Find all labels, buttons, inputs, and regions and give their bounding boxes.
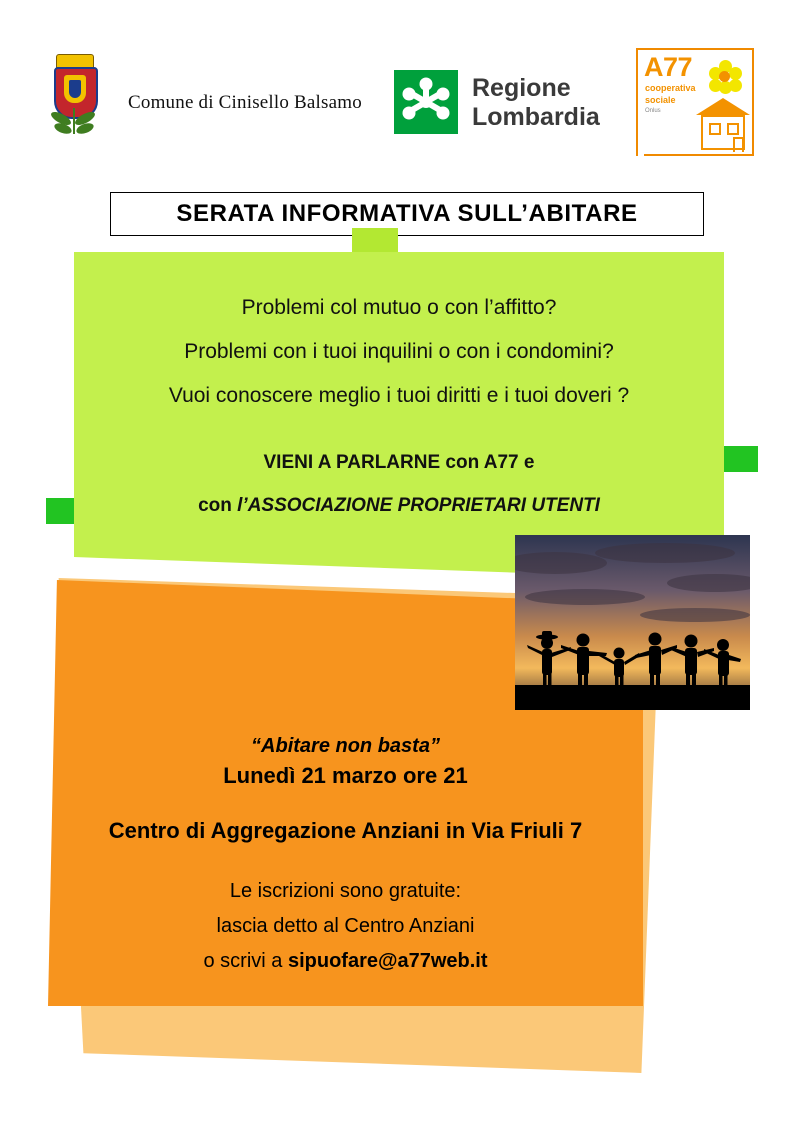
header-logos [0, 48, 800, 158]
contact-email[interactable]: sipuofare@a77web.it [287, 950, 488, 972]
info-line-3 [48, 950, 643, 973]
page-title: SERATA INFORMATIVA SULL’ABITARE [176, 200, 638, 227]
event-title: “Abitare non basta” [251, 735, 440, 757]
flower-icon [708, 60, 742, 94]
a77-logo [636, 48, 754, 156]
comune-name: Comune di Cinisello Balsamo [128, 92, 362, 113]
municipal-crest-icon [48, 54, 100, 154]
info-line-1: Le iscrizioni sono gratuite: [229, 880, 462, 902]
regione-line1: Regione [472, 74, 571, 102]
green-line-3: Vuoi conoscere meglio i tuoi diritti e i tuoi doveri ? [168, 384, 630, 407]
crest-inner-icon [64, 75, 86, 103]
green-line-4: VIENI A PARLARNE con A77 e [263, 452, 535, 473]
page-title-box [110, 192, 704, 236]
house-icon [696, 98, 750, 150]
regione-line2: Lombardia [472, 103, 600, 131]
green-line-5-italic: l’ASSOCIAZIONE PROPRIETARI UTENTI [237, 495, 600, 516]
green-panel-text [74, 252, 724, 580]
green-line-2: Problemi con i tuoi inquilini o con i condomini? [184, 340, 614, 363]
green-line-1: Problemi col mutuo o con l’affitto? [241, 296, 557, 319]
green-line-5-prefix: con [198, 495, 238, 516]
regione-lombardia-rose-icon [394, 70, 458, 134]
event-venue: Centro di Aggregazione Anziani in Via Friuli 7 [108, 818, 583, 843]
a77-title: A77 [644, 52, 693, 82]
a77-sub3: Onlus [645, 108, 661, 114]
event-date-time: Lunedì 21 marzo ore 21 [223, 763, 468, 788]
regione-lombardia-logo [394, 70, 614, 140]
silhouette-people-holding-hands-sunset-photo [515, 535, 750, 710]
green-line-5 [74, 495, 724, 517]
crest-crown-icon [56, 54, 94, 68]
info-line-2: lascia detto al Centro Anziani [216, 915, 475, 937]
a77-sub1: cooperativa [645, 83, 696, 93]
crest-leaves-icon [50, 108, 98, 138]
a77-sub2: sociale [645, 95, 676, 105]
regione-lombardia-wordmark [472, 74, 600, 132]
info-line-3-prefix: o scrivi a [203, 950, 288, 972]
